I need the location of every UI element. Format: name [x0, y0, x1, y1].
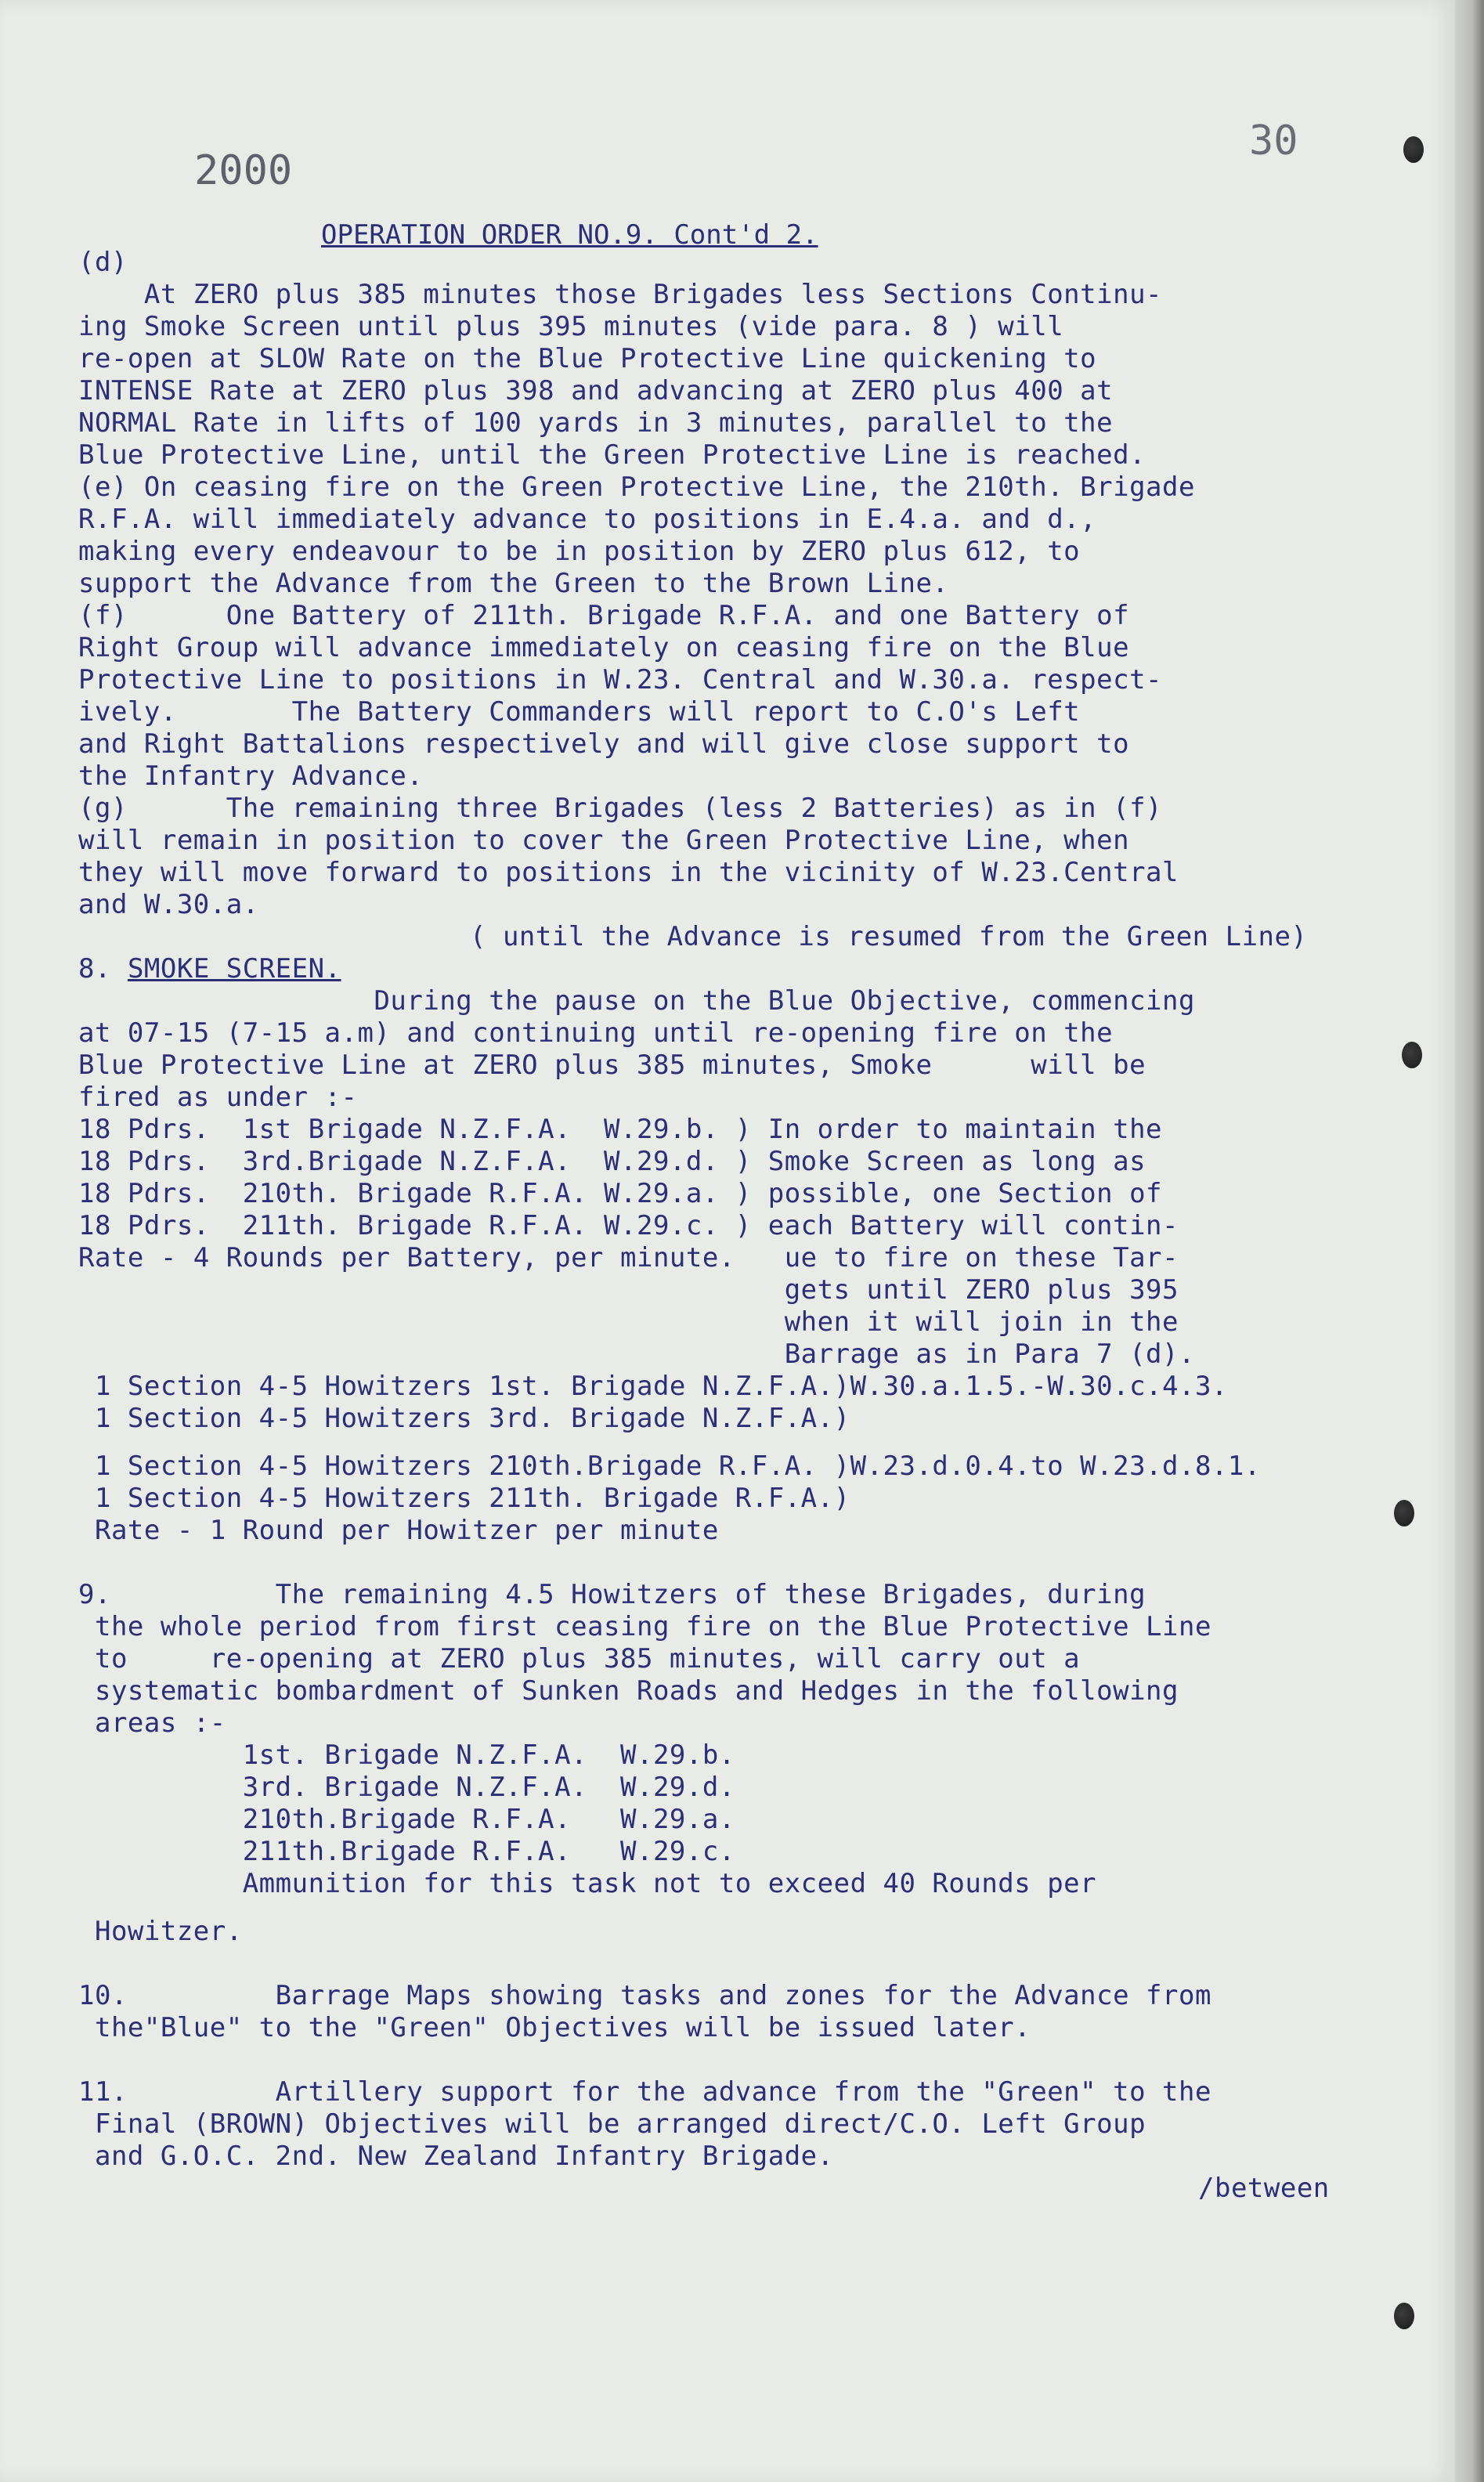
- para-f-line: Protective Line to positions in W.23. Central and W.30.a. respect-: [78, 664, 1163, 695]
- howitzer-line: 1 Section 4-5 Howitzers 1st. Brigade N.Z.F.A.)W.30.a.1.5.-W.30.c.4.3.: [78, 1371, 1228, 1402]
- smoke-table-line: gets until ZERO plus 395: [78, 1274, 1179, 1306]
- para-8-line: at 07-15 (7-15 a.m) and continuing until re-opening fire on the: [78, 1017, 1114, 1049]
- howitzer-line: 1 Section 4-5 Howitzers 211th. Brigade R.F.A.): [78, 1483, 850, 1514]
- para-8-line: Blue Protective Line at ZERO plus 385 minutes, Smoke will be: [78, 1050, 1146, 1081]
- para-8-line: fired as under :-: [78, 1082, 358, 1113]
- para-f-line: and Right Battalions respectively and will give close support to: [78, 728, 1130, 760]
- para-9-line: 9. The remaining 4.5 Howitzers of these Brigades, during: [78, 1579, 1146, 1610]
- howitzer-line: 1 Section 4-5 Howitzers 210th.Brigade R.F.A. )W.23.d.0.4.to W.23.d.8.1.: [78, 1451, 1261, 1482]
- para-g-line: they will move forward to positions in the vicinity of W.23.Central: [78, 857, 1179, 888]
- para-9-line: to re-opening at ZERO plus 385 minutes, will carry out a: [78, 1643, 1081, 1675]
- smoke-table-line: 18 Pdrs. 210th. Brigade R.F.A. W.29.a. ) possible, one Section of: [78, 1178, 1163, 1209]
- smoke-table-line: 18 Pdrs. 211th. Brigade R.F.A. W.29.c. ) each Battery will contin-: [78, 1210, 1179, 1241]
- smoke-table-line: 18 Pdrs. 1st Brigade N.Z.F.A. W.29.b. ) In order to maintain the: [78, 1114, 1163, 1145]
- para-9-area: 211th.Brigade R.F.A. W.29.c.: [78, 1836, 735, 1867]
- para-9-area: Ammunition for this task not to exceed 40 Rounds per: [78, 1868, 1097, 1899]
- order-body: [78, 247, 1425, 2205]
- para-11-insert: /between: [1198, 2173, 1330, 2204]
- para-g-line: (g) The remaining three Brigades (less 2 Batteries) as in (f): [78, 793, 1163, 824]
- para-e-line: support the Advance from the Green to the Brown Line.: [78, 568, 949, 599]
- para-d-line: INTENSE Rate at ZERO plus 398 and advancing at ZERO plus 400 at: [78, 375, 1114, 406]
- para-11-line: Final (BROWN) Objectives will be arranged direct/C.O. Left Group: [78, 2108, 1146, 2140]
- howitzer-line: 1 Section 4-5 Howitzers 3rd. Brigade N.Z.F.A.): [78, 1403, 850, 1434]
- para-g-line: will remain in position to cover the Green Protective Line, when: [78, 825, 1130, 856]
- para-e-line: R.F.A. will immediately advance to positions in E.4.a. and d.,: [78, 504, 1097, 535]
- para-11-line: and G.O.C. 2nd. New Zealand Infantry Brigade.: [78, 2141, 834, 2172]
- para-10-line: 10. Barrage Maps showing tasks and zones for the Advance from: [78, 1980, 1211, 2011]
- para-d-line: re-open at SLOW Rate on the Blue Protective Line quickening to: [78, 343, 1097, 374]
- para-d-marker: (d): [78, 247, 128, 278]
- document-title: OPERATION ORDER NO.9. Cont'd 2.: [321, 219, 818, 251]
- para-g-note: ( until the Advance is resumed from the Green Line): [470, 921, 1308, 952]
- para-9-line: systematic bombardment of Sunken Roads and Hedges in the following: [78, 1675, 1179, 1707]
- para-9-area: 3rd. Brigade N.Z.F.A. W.29.d.: [78, 1772, 735, 1803]
- para-f-line: ively. The Battery Commanders will report to C.O's Left: [78, 696, 1081, 728]
- stamp-number: 2000: [194, 147, 293, 194]
- para-9-line: areas :-: [78, 1707, 226, 1739]
- para-10-line: the"Blue" to the "Green" Objectives will be issued later.: [78, 2012, 1031, 2043]
- smoke-table-line: Rate - 4 Rounds per Battery, per minute. ue to fire on these Tar-: [78, 1242, 1179, 1274]
- para-g-line: and W.30.a.: [78, 889, 259, 920]
- para-9-line: the whole period from first ceasing fire on the Blue Protective Line: [78, 1611, 1211, 1642]
- para-f-line: Right Group will advance immediately on ceasing fire on the Blue: [78, 632, 1130, 663]
- para-d-line: ing Smoke Screen until plus 395 minutes (vide para. 8 ) will: [78, 311, 1064, 342]
- smoke-table-line: Barrage as in Para 7 (d).: [78, 1339, 1195, 1370]
- para-8-heading: SMOKE SCREEN.: [127, 953, 341, 984]
- para-f-line: (f) One Battery of 211th. Brigade R.F.A. and one Battery of: [78, 600, 1130, 631]
- smoke-table-line: when it will join in the: [78, 1306, 1179, 1338]
- para-8-number: 8.: [78, 953, 111, 984]
- punch-hole-top: [1403, 136, 1424, 163]
- page-number: 30: [1249, 117, 1298, 164]
- para-f-line: the Infantry Advance.: [78, 760, 424, 792]
- para-d-line: At ZERO plus 385 minutes those Brigades less Sections Continu-: [78, 279, 1163, 310]
- para-11-line: 11. Artillery support for the advance from the "Green" to the: [78, 2076, 1211, 2108]
- page-edge: [1455, 0, 1484, 2482]
- para-e-line: making every endeavour to be in position by ZERO plus 612, to: [78, 536, 1081, 567]
- para-e-line: (e) On ceasing fire on the Green Protective Line, the 210th. Brigade: [78, 471, 1195, 503]
- para-d-line: NORMAL Rate in lifts of 100 yards in 3 minutes, parallel to the: [78, 407, 1114, 439]
- smoke-table-line: 18 Pdrs. 3rd.Brigade N.Z.F.A. W.29.d. ) Smoke Screen as long as: [78, 1146, 1146, 1177]
- howitzer-line: Rate - 1 Round per Howitzer per minute: [78, 1515, 719, 1546]
- para-8-line: During the pause on the Blue Objective, commencing: [78, 985, 1195, 1017]
- para-9-area: 210th.Brigade R.F.A. W.29.a.: [78, 1804, 735, 1835]
- para-9-area: Howitzer.: [78, 1916, 243, 1947]
- para-9-area: 1st. Brigade N.Z.F.A. W.29.b.: [78, 1740, 735, 1771]
- punch-hole-bottom: [1394, 2303, 1414, 2329]
- para-d-line: Blue Protective Line, until the Green Protective Line is reached.: [78, 439, 1146, 471]
